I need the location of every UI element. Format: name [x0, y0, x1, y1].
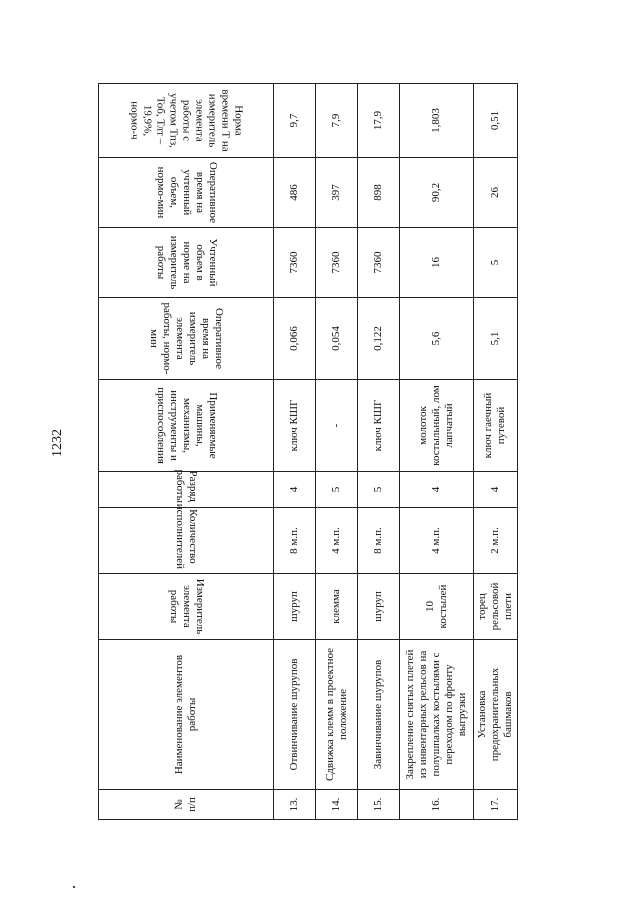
cell-workers: 8 м.п.: [274, 508, 316, 574]
cell-num: 16.: [400, 790, 474, 820]
rotated-table-frame: [98, 84, 514, 820]
cell-volume: 7360: [316, 228, 358, 298]
table-row: [400, 84, 474, 820]
cell-name: Установка предохранительных башмаков: [474, 640, 518, 790]
cell-op-time: 0,054: [316, 298, 358, 380]
cell-tools: ключ КШГ: [274, 380, 316, 472]
cell-meter: клемма: [316, 574, 358, 640]
cell-meter: шуруп: [274, 574, 316, 640]
cell-workers: 8 м.п.: [358, 508, 400, 574]
cell-meter: 10 костылей: [400, 574, 474, 640]
cell-workers: 2 м.п.: [474, 508, 518, 574]
cell-tools: -: [316, 380, 358, 472]
cell-num: 17.: [474, 790, 518, 820]
cell-grade: 4: [274, 472, 316, 508]
cell-norm: 0,51: [474, 84, 518, 158]
cell-grade: 5: [358, 472, 400, 508]
cell-op-time-volume: 898: [358, 158, 400, 228]
table-row: [474, 84, 518, 820]
cell-num: 13.: [274, 790, 316, 820]
cell-op-time-volume: 397: [316, 158, 358, 228]
cell-volume: 16: [400, 228, 474, 298]
table-row: [316, 84, 358, 820]
cell-grade: 5: [316, 472, 358, 508]
cell-workers: 4 м.п.: [316, 508, 358, 574]
cell-num: 14.: [316, 790, 358, 820]
header-num: № п/п: [99, 790, 274, 820]
header-grade: Разряд работы: [99, 472, 274, 508]
norms-table: [98, 83, 518, 820]
header-volume: Учтенный объем в норме на измеритель работы: [99, 228, 274, 298]
header-op-time-volume: Оперативное время на учтенный объем, нормо-мин: [99, 158, 274, 228]
scan-speck: [73, 886, 75, 888]
cell-grade: 4: [474, 472, 518, 508]
cell-norm: 1,803: [400, 84, 474, 158]
cell-name: Отвинчивание шурупов: [274, 640, 316, 790]
cell-tools: ключ гаечный путевой: [474, 380, 518, 472]
page-number: 1232: [50, 429, 65, 457]
table-row: [274, 84, 316, 820]
cell-workers: 4 м.п.: [400, 508, 474, 574]
cell-meter: шуруп: [358, 574, 400, 640]
header-name: Наименование элементов работы: [99, 640, 274, 790]
cell-op-time-volume: 486: [274, 158, 316, 228]
cell-num: 15.: [358, 790, 400, 820]
cell-name: Закрепление снятых плетей из инвентарных рельсов на полушпалках костылями с переходом по фронту выгрузки: [400, 640, 474, 790]
header-tools: Применяемые машины, механизмы, инструменты и приспособления: [99, 380, 274, 472]
cell-op-time: 0,066: [274, 298, 316, 380]
header-row: [99, 84, 274, 820]
cell-norm: 9,7: [274, 84, 316, 158]
cell-meter: торец рельсовой плети: [474, 574, 518, 640]
cell-op-time-volume: 90,2: [400, 158, 474, 228]
header-op-time: Оперативное время на измеритель элемента работы, нормо-мин: [99, 298, 274, 380]
cell-norm: 17,9: [358, 84, 400, 158]
cell-op-time: 5,6: [400, 298, 474, 380]
cell-volume: 5: [474, 228, 518, 298]
table-container: [98, 84, 514, 820]
header-norm: Норма времени Т на измеритель элемента работы с учетом Тпз, Тоб, Тлт – 19,9%, нормо-ч: [99, 84, 274, 158]
cell-tools: ключ КШГ: [358, 380, 400, 472]
table-row: [358, 84, 400, 820]
cell-op-time: 0,122: [358, 298, 400, 380]
cell-volume: 7360: [358, 228, 400, 298]
header-workers: Количество исполнителей: [99, 508, 274, 574]
cell-grade: 4: [400, 472, 474, 508]
cell-name: Завинчивание шурупов: [358, 640, 400, 790]
cell-op-time-volume: 26: [474, 158, 518, 228]
cell-norm: 7,9: [316, 84, 358, 158]
cell-volume: 7360: [274, 228, 316, 298]
header-meter: Измеритель элемента работы: [99, 574, 274, 640]
cell-tools: молоток костыльный, лом лапчатый: [400, 380, 474, 472]
cell-name: Сдвижка клемм в проектное положение: [316, 640, 358, 790]
cell-op-time: 5,1: [474, 298, 518, 380]
